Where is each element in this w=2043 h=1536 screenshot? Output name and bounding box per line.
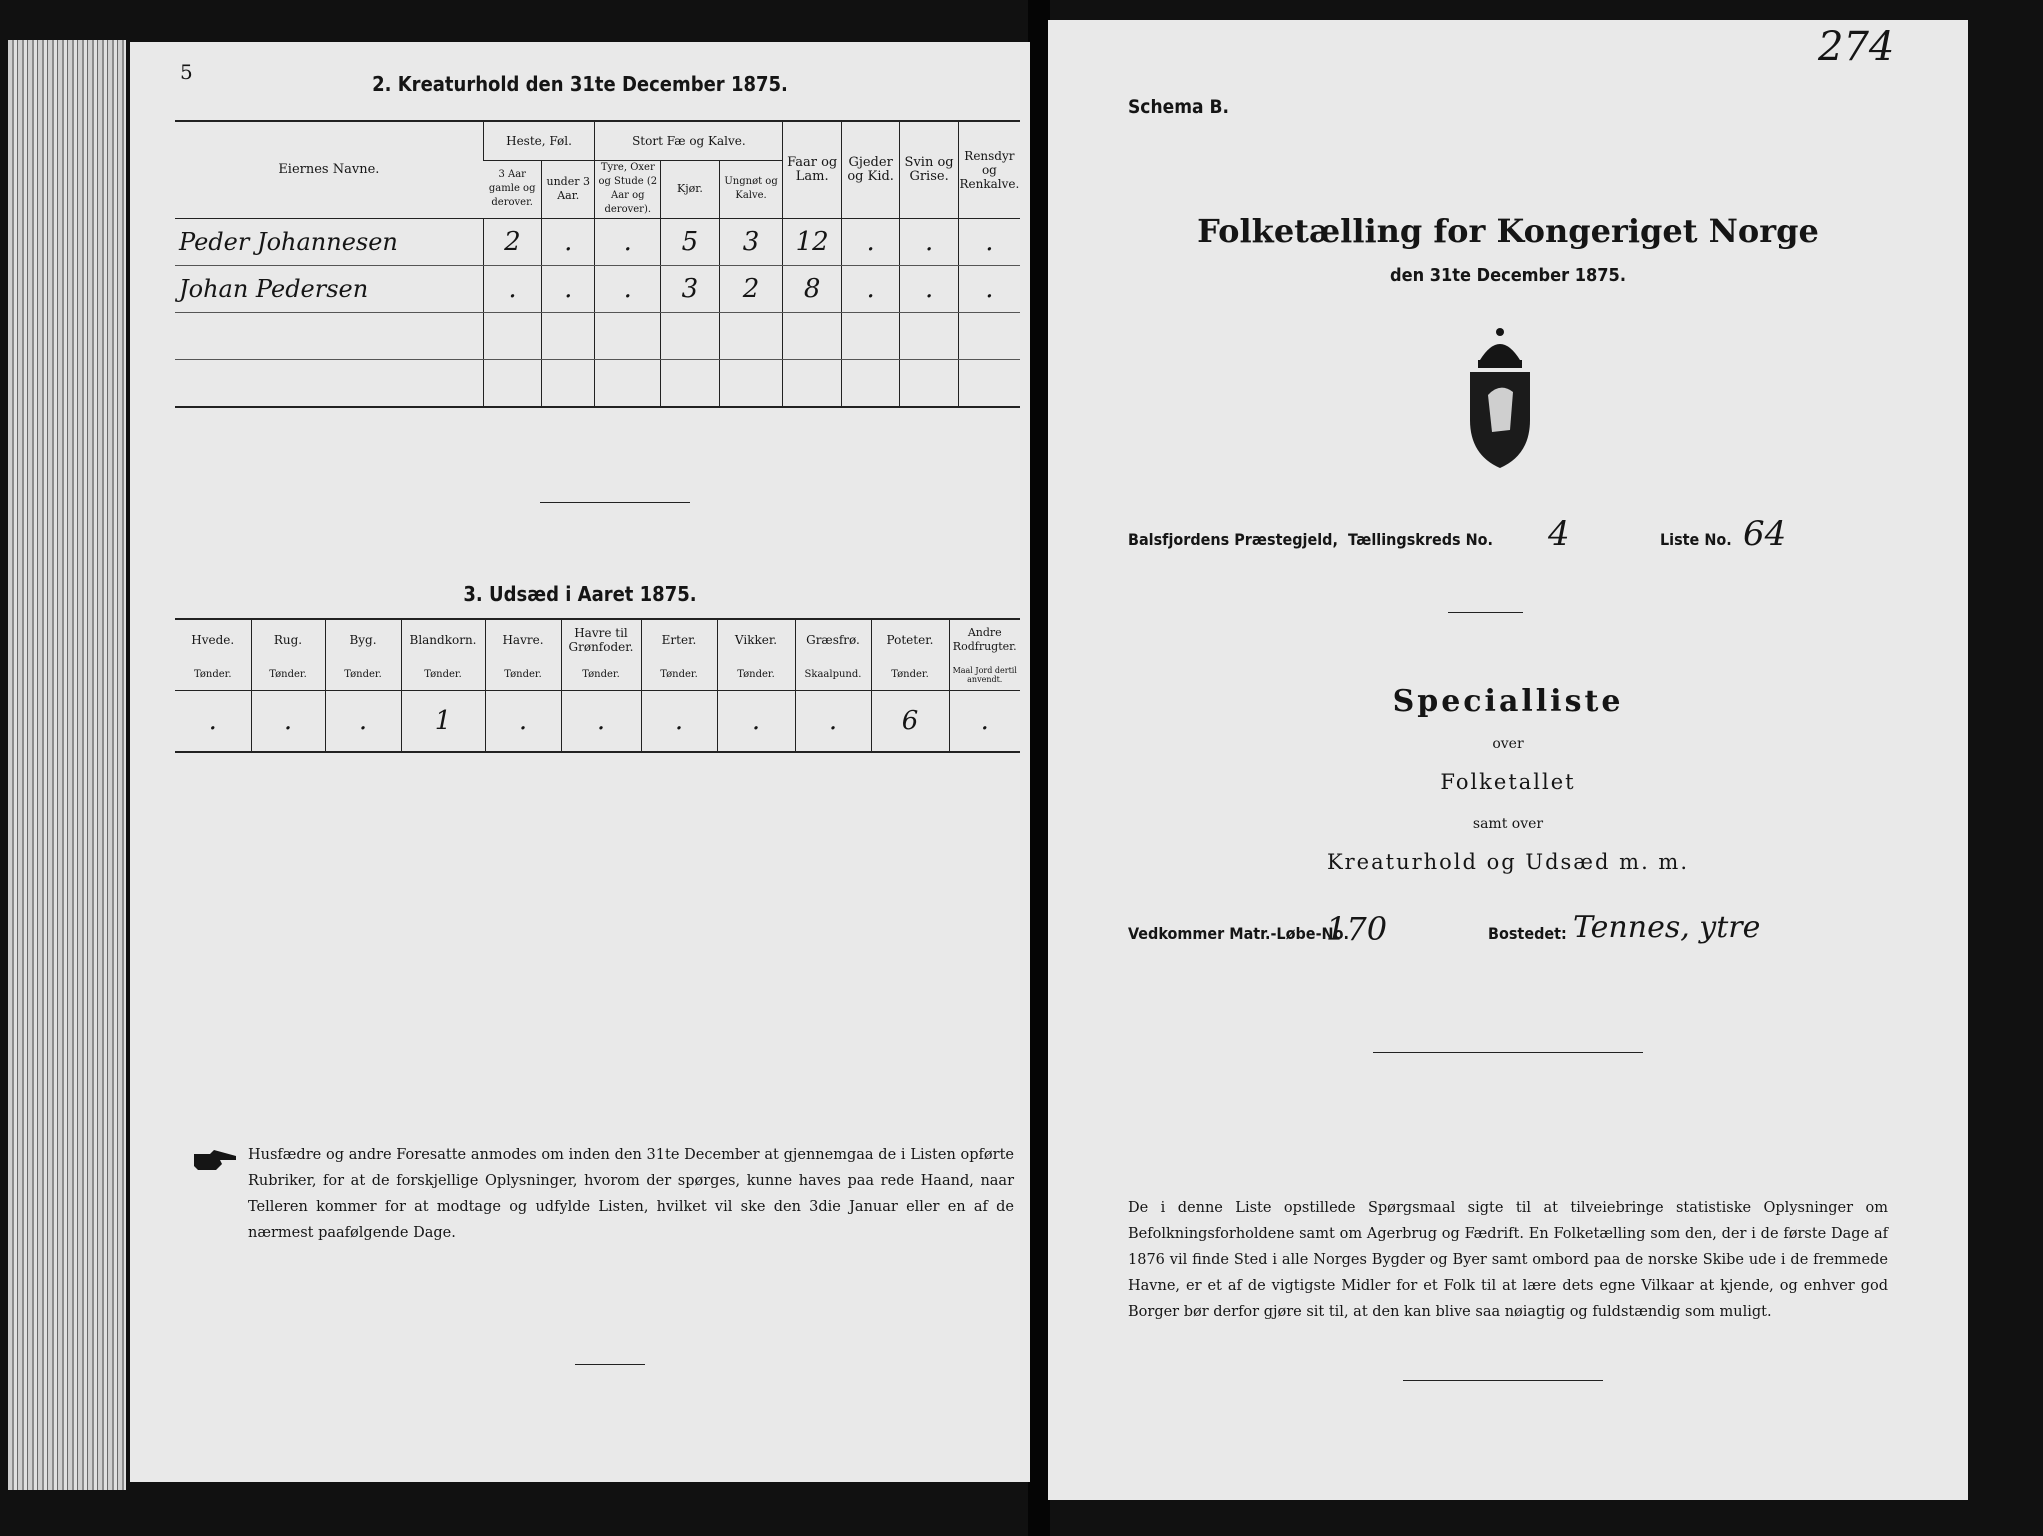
- sheep-header: Faar og Lam.: [783, 122, 841, 218]
- cattle-group-header: Stort Fæ og Kalve.: [595, 122, 783, 160]
- coat-of-arms-icon: [1458, 320, 1542, 470]
- cell: .: [900, 265, 958, 312]
- short-divider: [1448, 612, 1523, 613]
- cell: .: [542, 218, 595, 265]
- root-crops-header: Andre Rodfrugter.: [949, 620, 1020, 660]
- seed-table: [175, 620, 1020, 753]
- horses-3y-header: 3 Aar gamle og derover.: [483, 160, 541, 218]
- unit-label: Tønder.: [717, 660, 795, 690]
- cell: .: [325, 690, 401, 752]
- schema-label: Schema B.: [1128, 96, 1230, 118]
- cell: .: [717, 690, 795, 752]
- cell: .: [595, 218, 661, 265]
- unit-label: Tønder.: [871, 660, 949, 690]
- unit-label: Tønder.: [325, 660, 401, 690]
- horses-group-header: Heste, Føl.: [483, 122, 595, 160]
- bosted-label: Bostedet:: [1488, 924, 1567, 943]
- footer-notice: De i denne Liste opstillede Spørgsmaal sigte til at tilveiebringe statistiske Oplysninger om Befolkningsforholdene samt om Agerbrug og Fædrift. En Folketælling som den, der i de første Dage af 1876 vil finde Sted i alle Norges Bygder og Byer samt ombord paa de norske Skibe ude i de fremmede Havne, er et af de vigtigste Midler for et Folk til at lære dets egne Vilkaar at kjende, og enhver god Borger bør derfor gjøre sit til, at den kan blive saa nøiagtig og fuldstændig som muligt.: [1128, 1200, 1888, 1320]
- unit-label: Tønder.: [561, 660, 641, 690]
- cell: 3: [719, 218, 783, 265]
- cell: .: [958, 265, 1020, 312]
- table-row: [175, 312, 1020, 359]
- cell: .: [949, 690, 1020, 752]
- unit-label: Tønder.: [641, 660, 717, 690]
- table-row: [175, 359, 1020, 407]
- table-row: [175, 265, 1020, 312]
- cows-header: Kjør.: [661, 160, 719, 218]
- vetch-header: Vikker.: [717, 620, 795, 660]
- short-divider: [575, 1364, 645, 1365]
- bulls-header: Tyre, Oxer og Stude (2 Aar og derover).: [595, 160, 661, 218]
- rye-header: Rug.: [251, 620, 325, 660]
- pigs-header: Svin og Grise.: [900, 122, 958, 218]
- list-label: Liste No.: [1660, 530, 1732, 549]
- page-title: Folketælling for Kongeriget Norge: [1197, 212, 1819, 250]
- table-row: [175, 218, 1020, 265]
- unit-label: Tønder.: [251, 660, 325, 690]
- peas-header: Erter.: [641, 620, 717, 660]
- left-page: [130, 42, 1030, 1482]
- page-number: 274: [1818, 24, 1895, 70]
- barley-header: Byg.: [325, 620, 401, 660]
- green-oats-header: Havre til Grønfoder.: [561, 620, 641, 660]
- short-divider: [1403, 1380, 1603, 1381]
- cell: .: [483, 265, 541, 312]
- table-row: [175, 690, 1020, 752]
- parish-label: Balsfjordens Præstegjeld,: [1128, 530, 1338, 549]
- oats-header: Havre.: [485, 620, 561, 660]
- reindeer-header: Rensdyr og Renkalve.: [958, 122, 1020, 218]
- bosted-value: Tennes, ytre: [1573, 910, 1761, 945]
- owner-name: Johan Pedersen: [175, 265, 483, 312]
- livestock-table: [175, 122, 1020, 408]
- cell: .: [900, 218, 958, 265]
- livestock-seed-label: Kreaturhold og Udsæd m. m.: [1326, 850, 1690, 874]
- cell: 5: [661, 218, 719, 265]
- district-label: Tællingskreds No.: [1348, 530, 1494, 549]
- special-list-title: Specialliste: [1392, 684, 1624, 719]
- long-divider: [1373, 1052, 1643, 1053]
- grass-seed-header: Græsfrø.: [795, 620, 871, 660]
- cell: .: [561, 690, 641, 752]
- mixed-grain-header: Blandkorn.: [401, 620, 485, 660]
- cell: .: [795, 690, 871, 752]
- cell: 8: [783, 265, 841, 312]
- district-value: 4: [1548, 514, 1570, 554]
- cell: 2: [483, 218, 541, 265]
- cell: .: [251, 690, 325, 752]
- wheat-header: Hvede.: [191, 633, 235, 647]
- cell: 2: [719, 265, 783, 312]
- unit-label: Tønder.: [485, 660, 561, 690]
- cell: .: [958, 218, 1020, 265]
- instructions-notice: Husfædre og andre Foresatte anmodes om inden den 31te December at gjennemgaa de i Listen opførte Rubriker, for at de forskjellige Oplysninger, hvorom der spørges, kunne haves paa rede Haand, naar Telleren kommer for at modtage og udfylde Listen, hvilket vil ske den 3die Januar eller en af de nærmest paafølgende Dage.: [248, 1147, 1014, 1241]
- livestock-title: 2. Kreaturhold den 31te December 1875.: [372, 72, 788, 96]
- list-value: 64: [1743, 514, 1787, 554]
- unit-label: Tønder.: [175, 660, 251, 690]
- calves-header: Ungnøt og Kalve.: [719, 160, 783, 218]
- population-label: Folketallet: [1440, 770, 1576, 794]
- cell: .: [542, 265, 595, 312]
- right-page: [1048, 20, 1968, 1500]
- over-label: over: [1492, 736, 1524, 752]
- horses-under3-header: under 3 Aar.: [542, 160, 595, 218]
- cell: .: [175, 690, 251, 752]
- corner-mark: 5: [180, 60, 193, 84]
- seed-title: 3. Udsæd i Aaret 1875.: [463, 582, 697, 606]
- matr-value: 170: [1326, 910, 1388, 948]
- book-gutter: [1028, 0, 1050, 1536]
- goats-header: Gjeder og Kid.: [841, 122, 899, 218]
- cell: .: [841, 265, 899, 312]
- cell: .: [641, 690, 717, 752]
- cell: 6: [871, 690, 949, 752]
- cell: 3: [661, 265, 719, 312]
- cell: .: [841, 218, 899, 265]
- potatoes-header: Poteter.: [871, 620, 949, 660]
- page-subtitle: den 31te December 1875.: [1390, 265, 1626, 286]
- owner-name: Peder Johannesen: [175, 218, 483, 265]
- unit-label: Maal Jord dertil anvendt.: [949, 660, 1020, 690]
- owner-header: Eiernes Navne.: [175, 122, 483, 218]
- unit-label: Skaalpund.: [795, 660, 871, 690]
- stacked-page-edges: [8, 40, 126, 1490]
- also-over-label: samt over: [1472, 816, 1544, 832]
- unit-label: Tønder.: [401, 660, 485, 690]
- short-divider: [540, 502, 690, 503]
- cell: .: [595, 265, 661, 312]
- pointing-hand-icon: [192, 1148, 238, 1174]
- cell: .: [485, 690, 561, 752]
- cell: 1: [401, 690, 485, 752]
- cell: 12: [783, 218, 841, 265]
- matr-label: Vedkommer Matr.-Løbe-No.: [1128, 924, 1349, 943]
